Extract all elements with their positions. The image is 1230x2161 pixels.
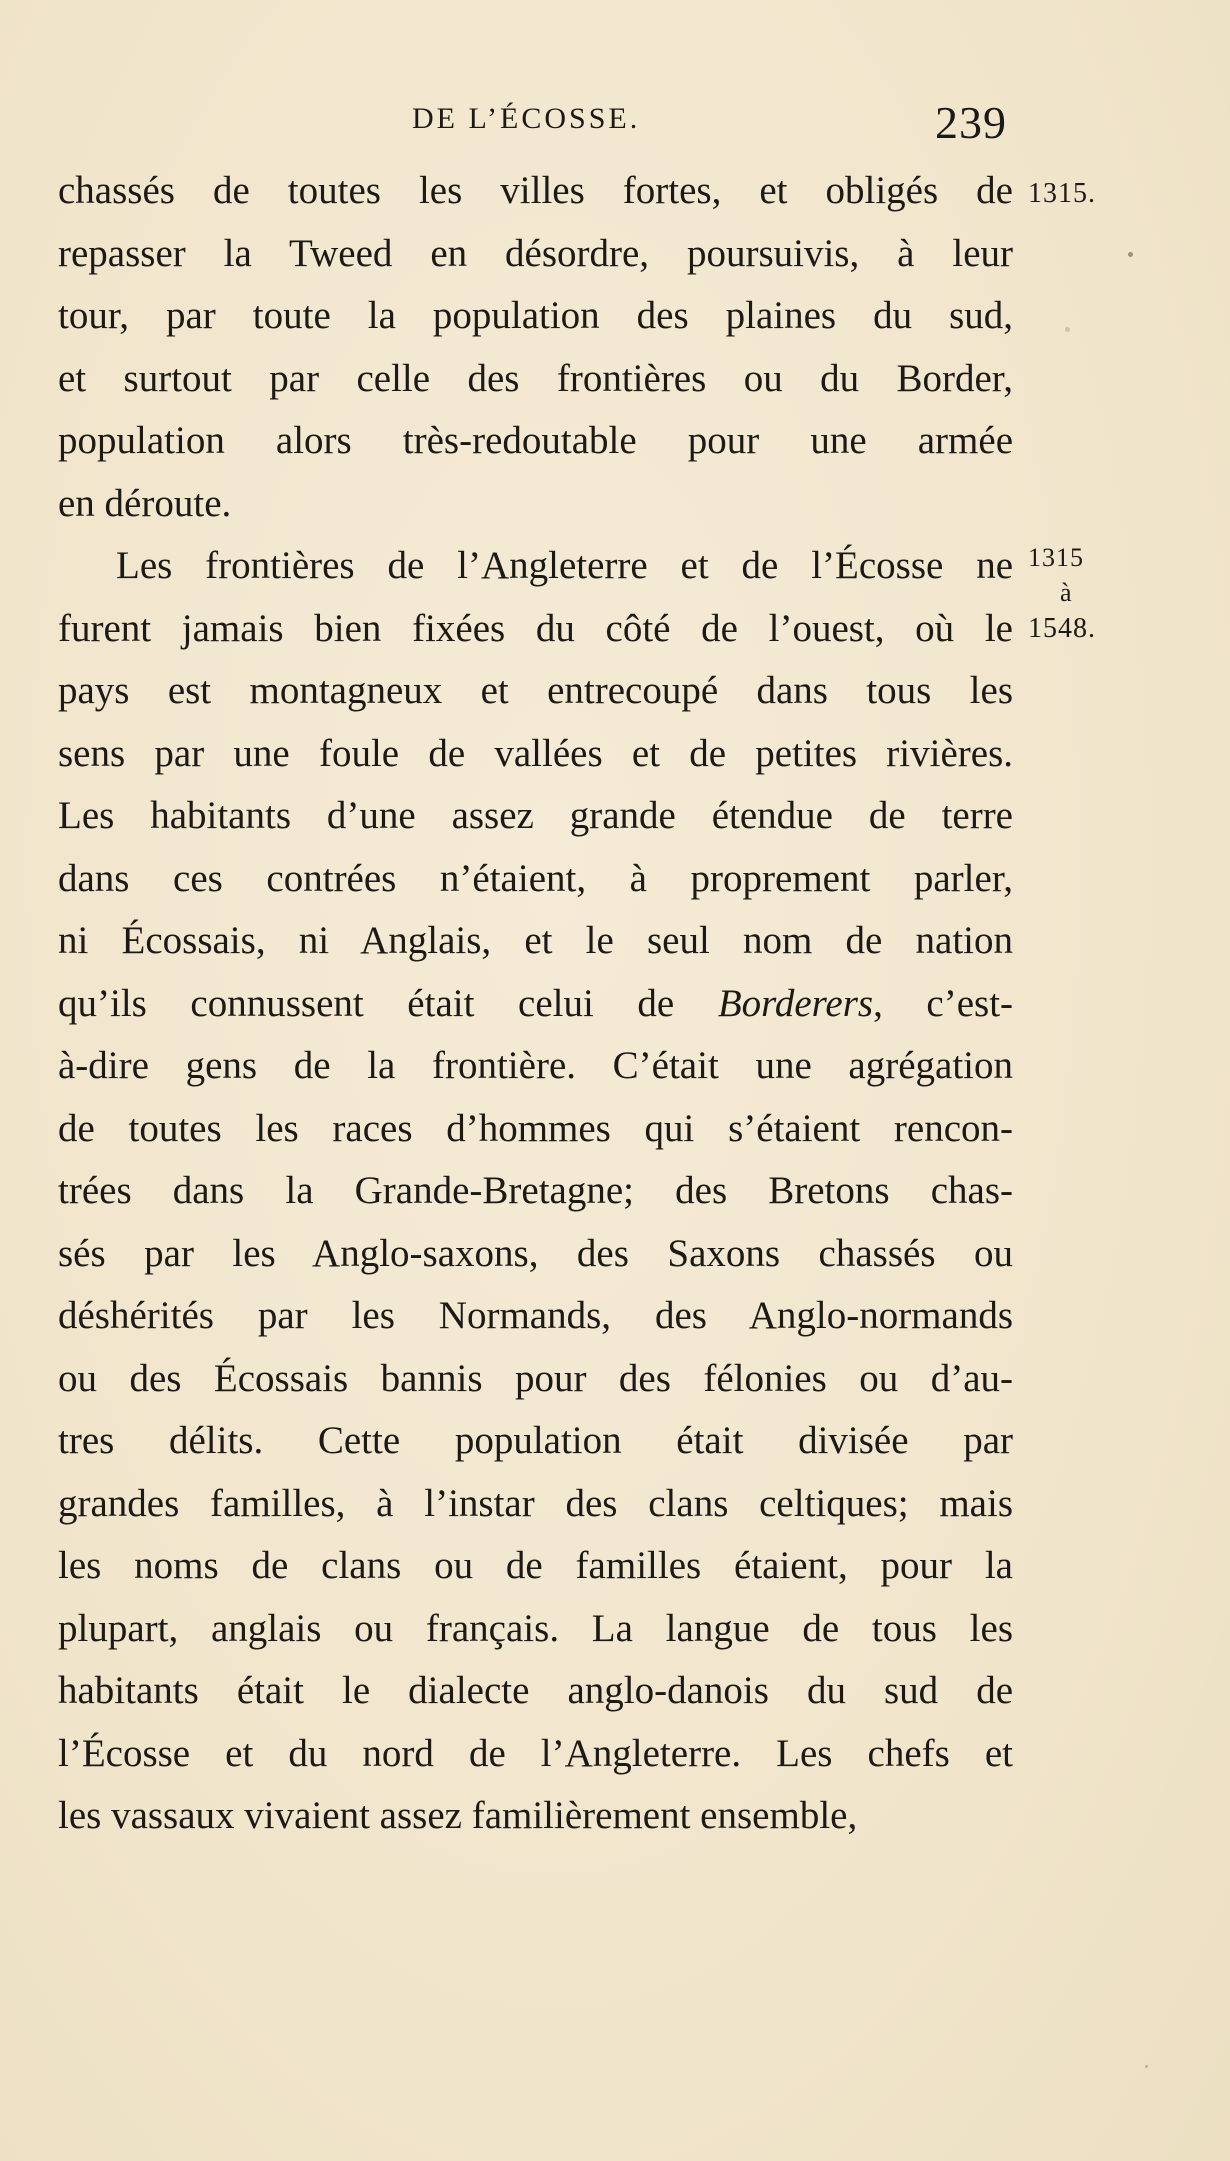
text-line: population alors très-redoutable pour une armée	[58, 419, 1013, 462]
text-line: déshérités par les Normands, des Anglo-normands	[58, 1294, 1013, 1337]
margin-date-range-start: 1315	[1028, 543, 1084, 572]
body-text	[58, 160, 1013, 1848]
text-segment: , c’est-	[873, 981, 1014, 1025]
paper-speck	[1065, 327, 1070, 332]
running-head: DE L’ÉCOSSE.	[412, 102, 641, 135]
paragraph-2	[58, 535, 1013, 1848]
text-segment: qu’ils connussent était celui de	[58, 981, 675, 1025]
text-line: tres délits. Cette population était divisée par	[58, 1419, 1013, 1462]
paragraph-1	[58, 160, 1013, 535]
text-line: à-dire gens de la frontière. C’était une agrégation	[58, 1044, 1013, 1087]
text-line: Les habitants d’une assez grande étendue de terre	[58, 794, 1013, 837]
margin-date-range-end: 1548.	[1028, 613, 1096, 644]
text-line: repasser la Tweed en désordre, poursuivis, à leur	[58, 231, 1013, 275]
margin-date-range-a: à	[1060, 578, 1073, 607]
text-line	[58, 973, 1013, 1036]
text-line: tour, par toute la population des plaines du sud,	[58, 294, 1013, 337]
paper-speck	[1145, 2065, 1148, 2068]
text-line: ni Écossais, ni Anglais, et le seul nom de nation	[58, 919, 1013, 962]
text-line: l’Écosse et du nord de l’Angleterre. Les chefs et	[58, 1731, 1013, 1775]
page-number: 239	[935, 97, 1007, 148]
text-line: trées dans la Grande-Bretagne; des Bretons chas-	[58, 1169, 1013, 1212]
text-line: chassés de toutes les villes fortes, et obligés de	[58, 169, 1013, 212]
text-line: dans ces contrées n’étaient, à proprement parler,	[58, 856, 1013, 900]
text-line: furent jamais bien fixées du côté de l’ouest, où le	[58, 606, 1013, 650]
text-line: ou des Écossais bannis pour des félonies ou d’au-	[58, 1356, 1013, 1400]
text-line: en déroute.	[58, 481, 232, 525]
text-line: grandes familles, à l’instar des clans celtiques; mais	[58, 1481, 1013, 1525]
margin-date-1315: 1315.	[1028, 178, 1096, 209]
text-line: pays est montagneux et entrecoupé dans tous les	[58, 669, 1013, 712]
paper-speck	[1128, 252, 1133, 257]
text-line: de toutes les races d’hommes qui s’étaient rencon-	[58, 1106, 1013, 1150]
text-line: Les frontières de l’Angleterre et de l’Écosse ne	[116, 544, 1013, 587]
text-line: sés par les Anglo-saxons, des Saxons chassés ou	[58, 1231, 1013, 1275]
italic-term-borderers: Borderers	[717, 981, 874, 1025]
text-line: plupart, anglais ou français. La langue de tous les	[58, 1606, 1013, 1650]
text-line: les vassaux vivaient assez familièrement ensemble,	[58, 1794, 858, 1837]
text-line: sens par une foule de vallées et de petites rivières.	[58, 731, 1013, 775]
page-header	[0, 96, 1230, 156]
text-line: habitants était le dialecte anglo-danois du sud de	[58, 1669, 1013, 1712]
text-line: et surtout par celle des frontières ou du Border,	[58, 356, 1013, 400]
text-line: les noms de clans ou de familles étaient, pour la	[58, 1544, 1013, 1587]
